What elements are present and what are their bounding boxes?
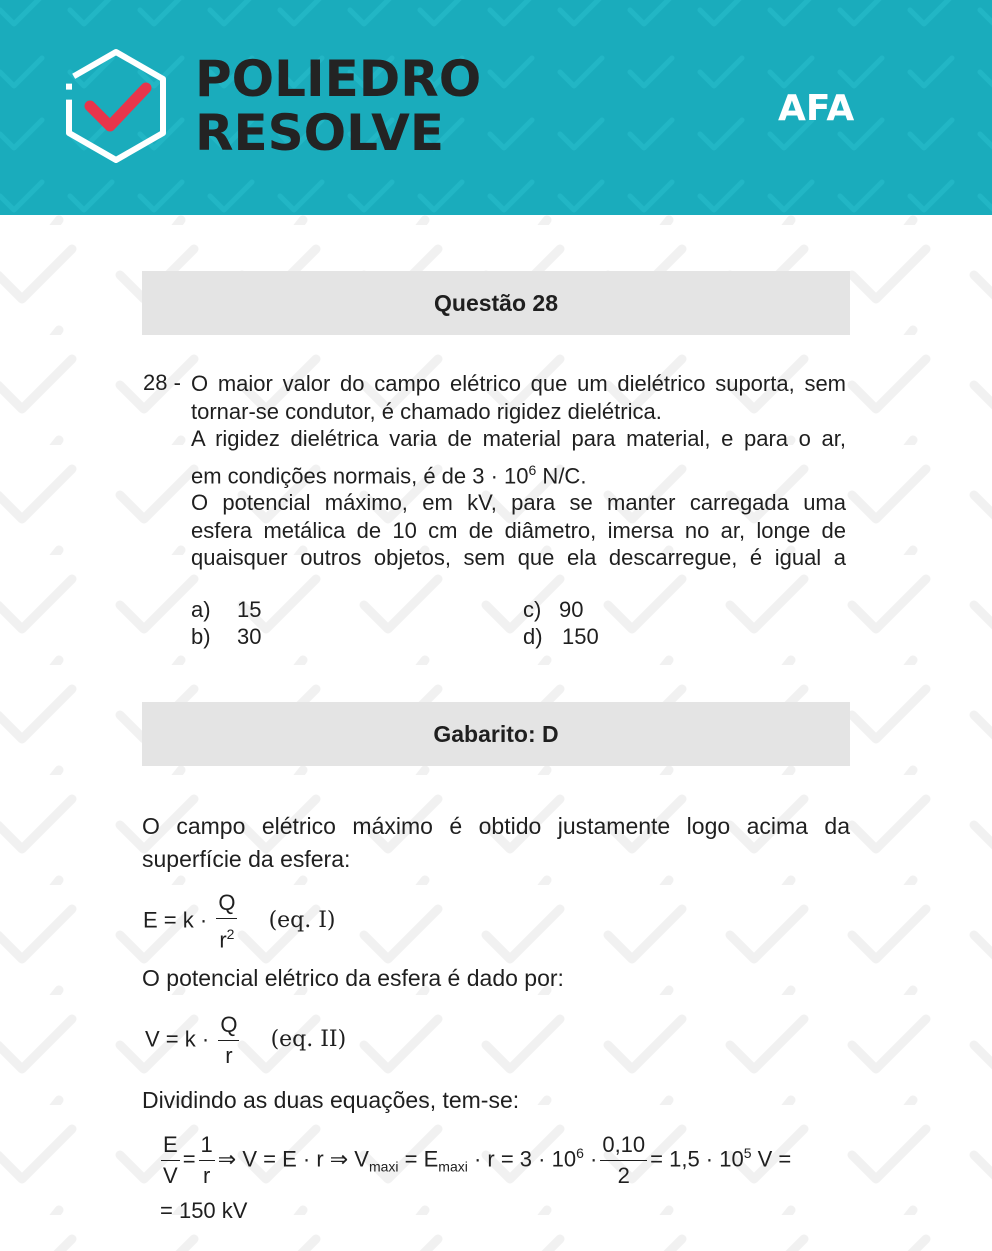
- equation-1-tag: (eq. I): [268, 908, 336, 934]
- question-line-4: [191, 457, 846, 490]
- equation-3-f2-denominator: r: [203, 1163, 211, 1188]
- answer-title-bar: Gabarito: D: [142, 702, 850, 766]
- equation-2-tag: (eq. II): [270, 1027, 347, 1053]
- exam-name: AFA: [778, 88, 855, 129]
- equation-3-fraction-3: [600, 1130, 647, 1191]
- equation-4: = 150 kV: [160, 1198, 248, 1223]
- question-number: 28 -: [143, 370, 181, 395]
- equation-1-den-base: r: [219, 927, 227, 953]
- equation-3-f1-denominator: V: [163, 1163, 178, 1188]
- equation-3-f3-denominator: 2: [617, 1163, 630, 1188]
- question-line-3: A rigidez dielétrica varia de material para material, e para o ar,: [191, 426, 846, 451]
- answer-paragraph-1-line-1: O campo elétrico máximo é obtido justamente logo acima da: [142, 813, 850, 839]
- equation-3-fraction-1: [161, 1130, 180, 1191]
- option-a-label: a): [191, 597, 211, 622]
- equation-1-den-exp: 2: [226, 926, 235, 942]
- equation-1-numerator: Q: [216, 888, 237, 919]
- question-line-7: quaisquer outros objetos, sem que ela descarregue, é igual a: [191, 545, 846, 571]
- option-d-label: d): [523, 624, 543, 649]
- question-line-4-text: em condições normais, é de 3 · 10: [191, 462, 529, 488]
- equation-3-sup-2: 5: [743, 1144, 752, 1161]
- option-d: [523, 624, 599, 650]
- brand-line-2: RESOLVE: [195, 104, 444, 162]
- equation-1-denominator: [216, 919, 237, 955]
- equation-3-mid: ⇒ V = E · r ⇒ V: [217, 1146, 369, 1172]
- equation-3-tail: = 1,5 · 10: [650, 1146, 744, 1172]
- equation-3-sup-1: 6: [576, 1144, 584, 1161]
- question-title-bar: Questão 28: [142, 271, 850, 335]
- equation-1-fraction: [216, 888, 237, 955]
- option-b: [191, 624, 261, 650]
- equation-3-sub-1: maxi: [368, 1158, 399, 1175]
- equation-3-equals: =: [182, 1146, 196, 1172]
- equation-2-numerator: Q: [218, 1010, 239, 1041]
- equation-3-tail-2: V =: [751, 1146, 792, 1172]
- option-c: [523, 597, 583, 623]
- option-c-value: 90: [559, 597, 584, 622]
- equation-3-sub-2: maxi: [438, 1158, 468, 1175]
- question-line-2: tornar-se condutor, é chamado rigidez dielétrica.: [191, 398, 662, 424]
- equation-2-denominator: r: [225, 1043, 233, 1068]
- option-d-value: 150: [562, 624, 599, 649]
- equation-3-fraction-2: [199, 1130, 215, 1191]
- equation-1: [143, 888, 336, 955]
- answer-paragraph-1: [142, 810, 850, 876]
- equation-3-f1-numerator: E: [161, 1130, 180, 1161]
- equation-3-mid-2: = E: [398, 1146, 439, 1172]
- option-c-label: c): [523, 597, 542, 622]
- equation-2: [145, 1010, 346, 1071]
- option-a-value: 15: [237, 597, 262, 622]
- question-line-1: O maior valor do campo elétrico que um dielétrico suporta, sem: [191, 371, 846, 396]
- equation-3-f2-numerator: 1: [199, 1130, 215, 1161]
- equation-2-lhs: V = k ·: [145, 1026, 210, 1052]
- answer-paragraph-2: O potencial elétrico da esfera é dado por:: [142, 965, 564, 991]
- option-b-value: 30: [237, 624, 262, 649]
- question-line-5: O potencial máximo, em kV, para se manter carregada uma: [191, 490, 846, 516]
- question-line-6: esfera metálica de 10 cm de diâmetro, imersa no ar, longe de: [191, 517, 846, 543]
- equation-2-fraction: [218, 1010, 239, 1071]
- equation-3: [158, 1130, 791, 1191]
- question-body: [191, 370, 846, 572]
- equation-3-mid-3: · r = 3 · 10: [467, 1146, 577, 1172]
- answer-paragraph-1-line-2: superfície da esfera:: [142, 846, 351, 872]
- brand-line-1: POLIEDRO: [195, 50, 482, 108]
- option-b-label: b): [191, 624, 211, 649]
- question-line-4-unit: N/C.: [536, 462, 587, 488]
- equation-1-lhs: E = k ·: [143, 907, 208, 933]
- equation-3-dot: ·: [583, 1146, 598, 1172]
- option-a: [191, 597, 261, 623]
- equation-3-f3-numerator: 0,10: [600, 1130, 647, 1161]
- answer-paragraph-3: Dividindo as duas equações, tem-se:: [142, 1087, 520, 1113]
- exponent-6: 6: [528, 461, 537, 478]
